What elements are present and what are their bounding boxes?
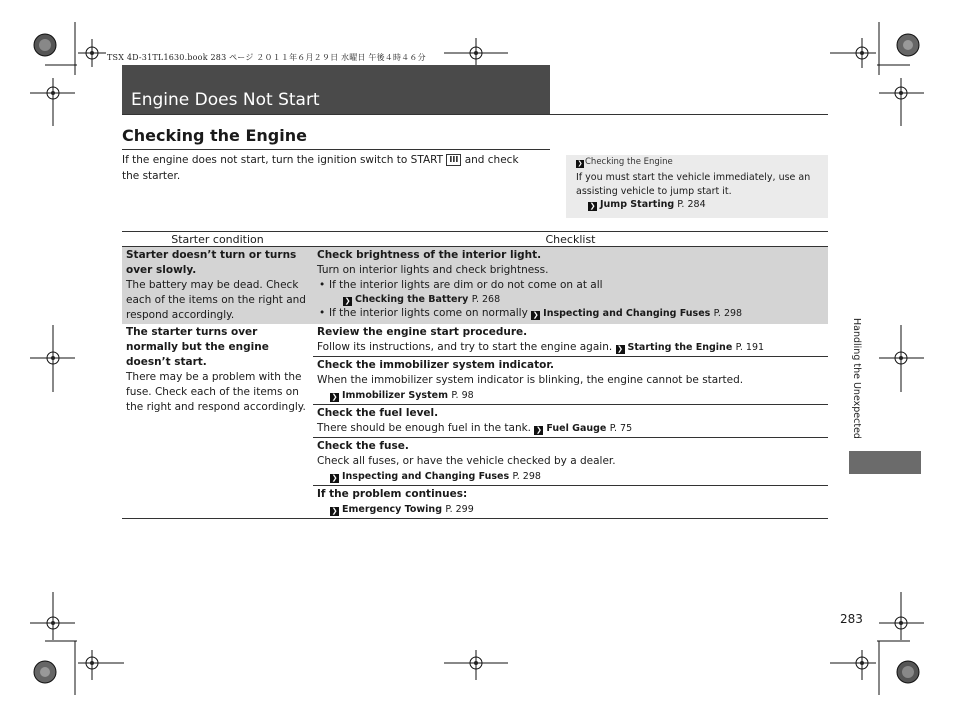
checklist-cell [313,357,828,405]
ref-link-fuel-gauge[interactable]: Fuel Gauge [546,423,607,434]
reference-arrow-icon: ❯ [617,345,623,353]
checklist-cell [313,405,828,438]
section-heading: Checking the Engine [122,126,307,145]
reference-arrow-icon: ❯ [344,297,351,305]
reference-line[interactable]: ❯ Emergency Towing P. 299 [331,504,474,515]
section-rule [122,149,550,150]
checklist-cell [313,486,828,519]
reference-arrow-icon: ❯ [535,426,542,434]
reference-arrow-icon: ❯ [331,474,338,482]
ref-link-checking-battery[interactable]: Checking the Battery [355,294,469,305]
list-item: • If the interior lights are dim or do not come on at all [317,278,824,293]
ref-link-inspecting-fuses[interactable]: Inspecting and Changing Fuses [543,308,711,319]
table-row [122,247,828,325]
checklist-item-text: There should be enough fuel in the tank. ❯ Fuel Gauge P. 75 [317,422,633,434]
checklist-item-title: Check brightness of the interior light. [317,249,542,261]
ref-link-immobilizer[interactable]: Immobilizer System [342,390,448,401]
intro-text-before: If the engine does not start, turn the ignition switch to START [122,154,447,166]
ref-link-emergency-towing[interactable]: Emergency Towing [342,504,442,515]
intro-text-after: and check the starter. [122,154,519,182]
note-reference[interactable] [576,199,818,211]
ref-link-jump-starting[interactable]: Jump Starting [600,199,675,210]
table-row [122,324,828,357]
reference-arrow-icon: ❯ [331,393,338,401]
condition-cell [122,324,313,519]
reference-line[interactable]: ❯ Immobilizer System P. 98 [331,390,474,401]
checklist-item-text: Check all fuses, or have the vehicle checked by a dealer. [317,455,616,467]
ref-link-starting-engine[interactable]: Starting the Engine [627,342,733,353]
starter-checklist-table [122,231,828,519]
reference-arrow-icon: ❯ [331,507,338,515]
header-checklist: Checklist [313,232,828,247]
condition-title: Starter doesn’t turn or turns over slowly. [126,249,297,276]
reference-arrow-icon: ❯ [532,311,539,319]
ref-page: P. 284 [677,199,706,210]
header-starter-condition: Starter condition [122,232,313,247]
checklist-cell [313,438,828,486]
checklist-cell [313,324,828,357]
reference-line[interactable]: ❯ Inspecting and Changing Fuses P. 298 [331,471,541,482]
note-body: If you must start the vehicle immediately, use an assisting vehicle to jump start it. [576,172,811,197]
list-item: • If the interior lights come on normally ❯ Inspecting and Changing Fuses P. 298 [317,306,824,321]
condition-text: There may be a problem with the fuse. Check each of the items on the right and respond accordingly. [126,371,306,413]
note-box [566,155,828,218]
checklist-item-title: Check the fuse. [317,440,409,452]
title-bar [122,65,550,114]
print-header: TSX 4D-31TL1630.book 283 ページ ２０１１年６月２９日 水曜日 午後４時４６分 [107,53,426,62]
checklist-item-text: Turn on interior lights and check brightness. [317,264,549,276]
checklist-item-text: When the immobilizer system indicator is blinking, the engine cannot be started. [317,374,744,386]
condition-title: The starter turns over normally but the engine doesn’t start. [126,326,269,368]
ref-link-inspecting-fuses[interactable]: Inspecting and Changing Fuses [342,471,510,482]
intro-paragraph [122,153,536,184]
page-number: 283 [840,612,863,626]
checklist-cell [313,247,828,325]
condition-text: The battery may be dead. Check each of the items on the right and respond accordingly. [126,279,306,321]
reference-arrow-icon: ❯ [589,202,596,210]
checklist-item-title: If the problem continues: [317,488,468,500]
page-title: Engine Does Not Start [131,90,320,110]
checklist-item-text: Follow its instructions, and try to start the engine again. ❯ Starting the Engine P. 191 [317,341,765,353]
checklist-item-title: Check the immobilizer system indicator. [317,359,554,371]
checklist-item-title: Check the fuel level. [317,407,439,419]
checklist-item-title: Review the engine start procedure. [317,326,528,338]
reference-arrow-icon: ❯ [577,160,583,167]
note-title: ❯ Checking the Engine [577,157,673,167]
condition-cell [122,247,313,325]
ignition-start-key-icon: III [446,154,461,166]
reference-line[interactable]: ❯ Checking the Battery P. 268 [344,294,501,305]
side-tab-label[interactable]: Handling the Unexpected [851,318,862,439]
side-tab-marker [849,451,921,474]
title-rule [122,114,828,115]
